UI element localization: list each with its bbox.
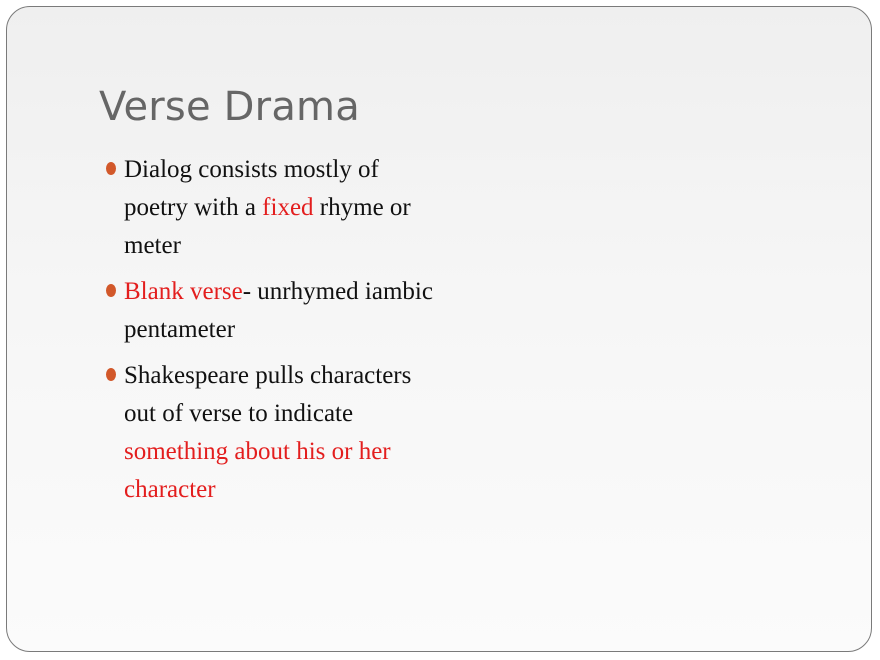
bullet-list [105,151,435,517]
bullet-item [105,151,435,265]
bullet-text-part: Shakespeare pulls characters out of verse to indicate [124,362,412,427]
bullet-text-part: - unrhymed iambic pentameter [124,278,433,343]
slide-title: Verse Drama [99,84,360,130]
slide-frame [6,6,872,652]
bullet-item [105,273,435,349]
bullet-item [105,357,435,509]
bullet-dot-icon [106,162,116,175]
bullet-dot-icon [106,368,116,381]
bullet-highlight-text: something about his or her character [124,438,391,503]
bullet-highlight-text: fixed [262,194,314,221]
bullet-highlight-text: Blank verse [124,278,243,305]
bullet-dot-icon [106,284,116,297]
bullet-text-part: Dialog consists mostly of poetry with a [124,156,379,221]
bullet-text-part: rhyme or meter [124,194,411,259]
